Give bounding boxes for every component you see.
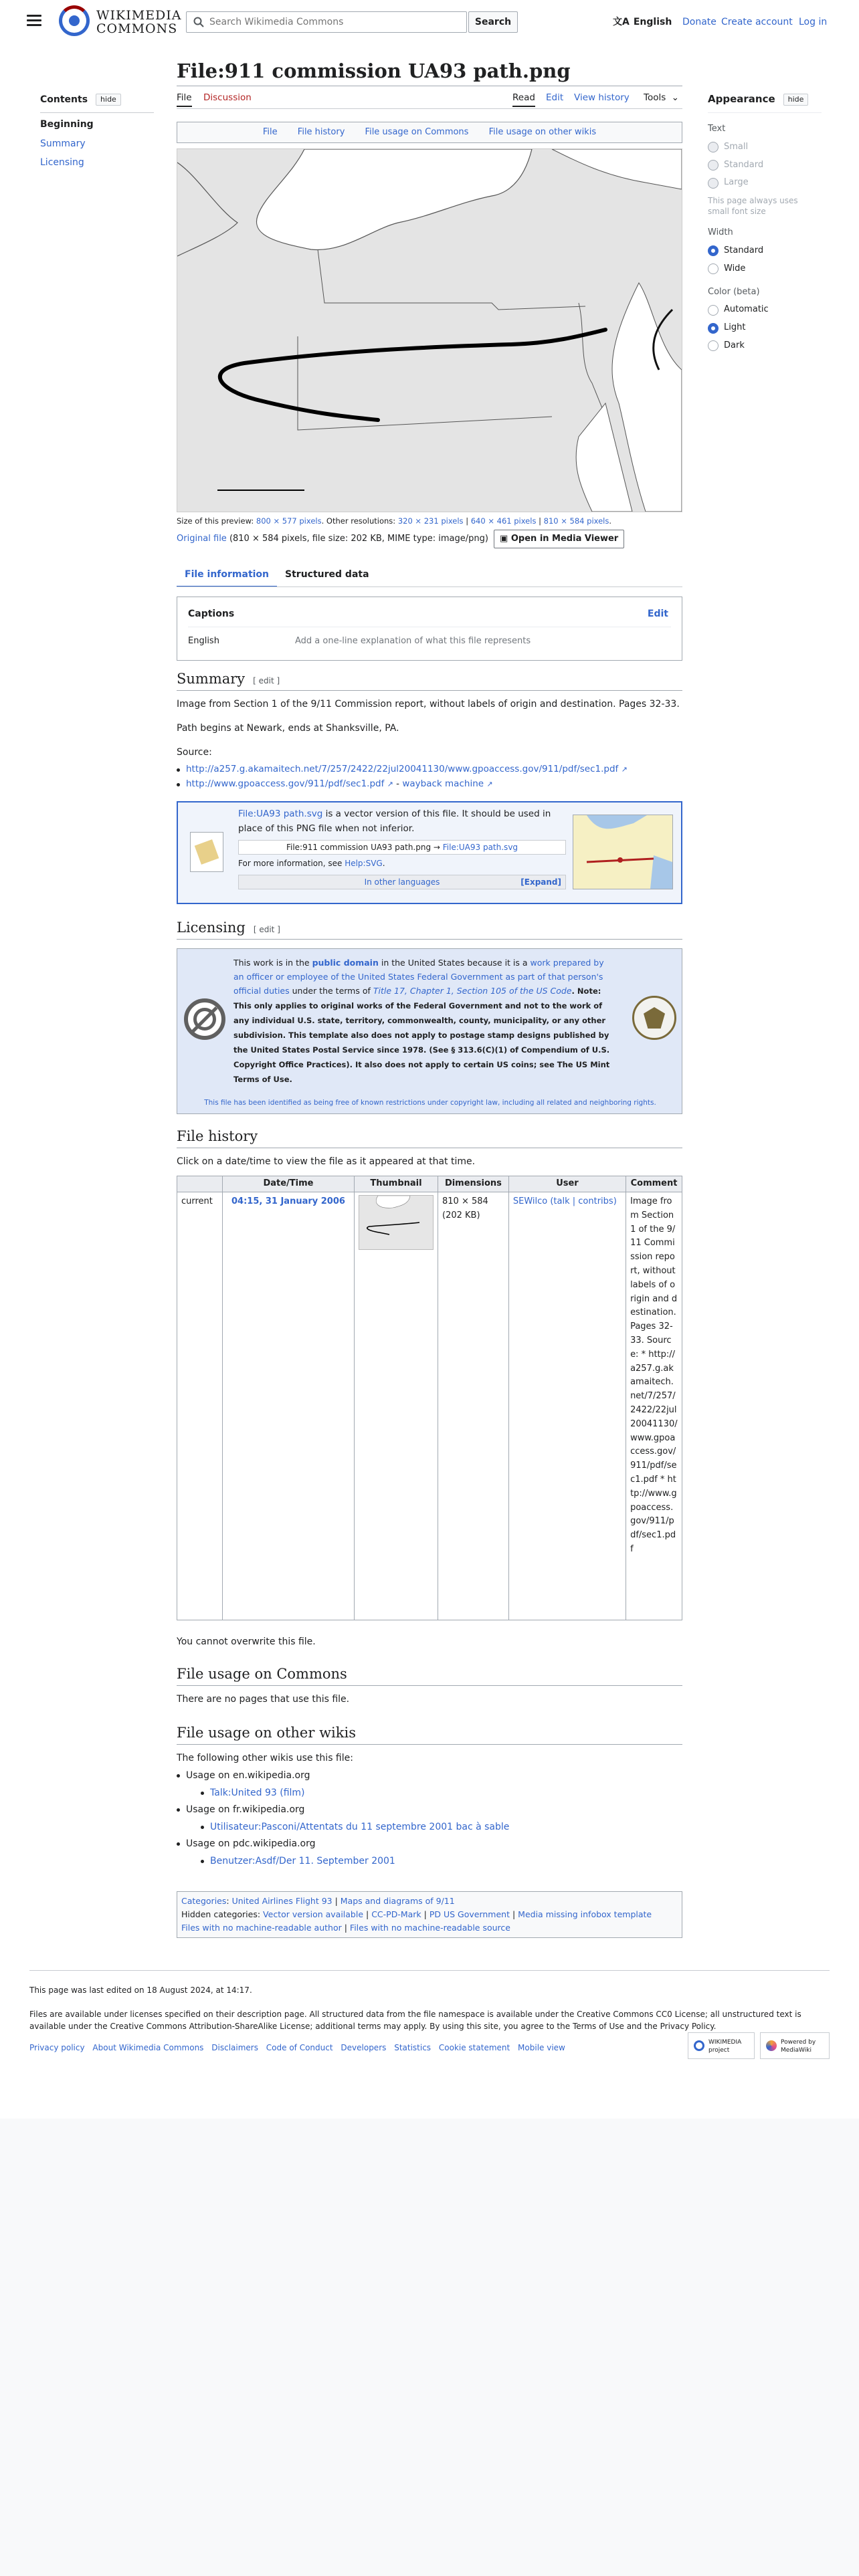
tab-structured-data[interactable]: Structured data bbox=[285, 569, 369, 580]
svg-file-link[interactable]: File:UA93 path.svg bbox=[238, 809, 323, 819]
search-input[interactable] bbox=[209, 15, 457, 29]
file-usage-other-heading: File usage on other wikis bbox=[177, 1725, 356, 1741]
search-icon bbox=[193, 17, 204, 27]
text-size-label: Text bbox=[708, 124, 726, 134]
hidden-categories-row-2: Files with no machine-readable author | Files with no machine-readable source bbox=[181, 1923, 510, 1933]
create-account-link[interactable]: Create account bbox=[721, 17, 793, 27]
width-label: Width bbox=[708, 227, 733, 238]
image-icon: ▣ bbox=[500, 534, 511, 544]
preview-resolutions: Size of this preview: 800 × 577 pixels. Other resolutions: 320 × 231 pixels | 640 × 461 pixels | 810 × 584 pixels. bbox=[177, 516, 612, 526]
file-history-table bbox=[177, 1176, 682, 1620]
tab-discussion[interactable]: Discussion bbox=[203, 92, 252, 103]
wikimedia-commons-logo[interactable] bbox=[59, 5, 90, 36]
file-history-heading: File history bbox=[177, 1128, 258, 1144]
donate-link[interactable]: Donate bbox=[682, 17, 717, 27]
summary-divider bbox=[177, 690, 682, 691]
summary-description: Image from Section 1 of the 9/11 Commission report, without labels of origin and destination. Pages 32-33. bbox=[177, 699, 680, 710]
nav-file-history[interactable]: File history bbox=[297, 127, 345, 137]
usage-page-link[interactable]: Utilisateur:Pasconi/Attentats du 11 septembre 2001 bac à sable bbox=[210, 1822, 510, 1833]
wikimedia-logo-icon bbox=[694, 2040, 704, 2051]
usage-other-divider bbox=[177, 1744, 682, 1745]
footer-link-about[interactable]: About Wikimedia Commons bbox=[92, 2043, 204, 2052]
file-usage-commons-text: There are no pages that use this file. bbox=[177, 1694, 350, 1705]
resolution-810-link[interactable]: 810 × 584 pixels bbox=[543, 516, 609, 526]
translate-icon: 文A bbox=[613, 17, 630, 27]
text-size-standard: Standard bbox=[708, 158, 822, 173]
text-size-note: This page always uses small font size bbox=[708, 196, 798, 217]
search-button[interactable]: Search bbox=[468, 11, 518, 33]
category-link[interactable]: Maps and diagrams of 9/11 bbox=[340, 1896, 455, 1906]
summary-edit-link[interactable]: [ edit ] bbox=[253, 676, 280, 685]
history-thumbnail[interactable] bbox=[359, 1195, 434, 1250]
color-label: Color (beta) bbox=[708, 286, 760, 297]
source-link-2[interactable]: http://www.gpoaccess.gov/911/pdf/sec1.pdf bbox=[186, 778, 385, 789]
wordmark-line2: COMMONS bbox=[96, 21, 178, 36]
other-wiki-usage-list bbox=[177, 1768, 682, 1868]
federal-work-link[interactable]: work prepared by an officer or employee of the United States Federal Government as part of that person's official duties bbox=[233, 958, 604, 996]
usage-commons-divider bbox=[177, 1685, 682, 1686]
appearance-panel bbox=[708, 91, 822, 353]
footer-divider bbox=[29, 1970, 830, 1971]
captions-title: Captions bbox=[188, 609, 235, 619]
main-menu-icon[interactable] bbox=[27, 15, 41, 27]
color-light[interactable]: Light bbox=[708, 321, 822, 335]
toc-hide-button[interactable]: hide bbox=[96, 94, 121, 106]
tab-view-history[interactable]: View history bbox=[574, 92, 630, 103]
site-header bbox=[0, 0, 859, 45]
licensing-divider bbox=[177, 939, 682, 940]
toc-item-licensing[interactable]: Licensing bbox=[40, 157, 84, 169]
color-automatic[interactable]: Automatic bbox=[708, 303, 822, 317]
captions-panel bbox=[177, 597, 682, 661]
caption-language: English bbox=[188, 636, 219, 646]
text-size-small: Small bbox=[708, 140, 822, 154]
cell-user bbox=[508, 1192, 626, 1620]
list-item: Usage on en.wikipedia.org Talk:United 93 (film) bbox=[177, 1768, 682, 1801]
col-header-datetime: Date/Time bbox=[222, 1176, 354, 1192]
license-footnote: This file has been identified as being free of known restrictions under copyright law, including all related and neighboring rights. bbox=[204, 1099, 656, 1107]
resolution-640-link[interactable]: 640 × 461 pixels bbox=[470, 516, 537, 526]
expand-button[interactable]: [Expand] bbox=[520, 877, 561, 887]
width-standard[interactable]: Standard bbox=[708, 244, 822, 258]
original-file-line: Original file (810 × 584 pixels, file size: 202 KB, MIME type: image/png) ▣ Open in Media Viewer bbox=[177, 530, 624, 548]
help-svg-link[interactable]: Help:SVG bbox=[345, 859, 383, 868]
categories-label-link[interactable]: Categories bbox=[181, 1896, 227, 1906]
tab-edit[interactable]: Edit bbox=[546, 92, 564, 103]
login-link[interactable]: Log in bbox=[799, 17, 828, 27]
width-wide[interactable]: Wide bbox=[708, 262, 822, 276]
file-info-tabs bbox=[177, 567, 377, 587]
wikimedia-project-badge[interactable]: WIKIMEDIA project bbox=[688, 2032, 755, 2059]
search-box[interactable] bbox=[186, 11, 467, 33]
appearance-hide-button[interactable]: hide bbox=[783, 94, 809, 106]
file-preview-image[interactable] bbox=[177, 148, 682, 512]
tabs-divider bbox=[177, 108, 682, 109]
col-header-dimensions: Dimensions bbox=[438, 1176, 509, 1192]
footer-link-statistics[interactable]: Statistics bbox=[394, 2043, 432, 2052]
nav-file-usage-other[interactable]: File usage on other wikis bbox=[488, 127, 597, 137]
resolution-320-link[interactable]: 320 × 231 pixels bbox=[397, 516, 464, 526]
tab-file-information[interactable]: File information bbox=[177, 567, 277, 587]
preview-size-link[interactable]: 800 × 577 pixels bbox=[256, 516, 322, 526]
page-title: File:911 commission UA93 path.png bbox=[177, 60, 571, 82]
toc-title: Contents bbox=[40, 94, 88, 105]
user-talk-contribs[interactable]: (talk | contribs) bbox=[550, 1196, 617, 1206]
us-seal-icon bbox=[632, 996, 676, 1040]
external-link-icon: ↗ bbox=[486, 779, 493, 788]
table-of-contents bbox=[40, 92, 154, 171]
source-item bbox=[177, 762, 682, 777]
hidden-category-link[interactable]: Media missing infobox template bbox=[518, 1909, 652, 1919]
open-media-viewer-button[interactable]: ▣ Open in Media Viewer bbox=[494, 530, 624, 548]
source-list bbox=[177, 762, 682, 791]
hidden-categories-row: Hidden categories: Vector version available | CC-PD-Mark | PD US Government | Media missing infobox template bbox=[181, 1909, 652, 1919]
cell-dimensions: 810 × 584 (202 KB) bbox=[438, 1192, 509, 1620]
summary-heading: Summary [ edit ] bbox=[177, 671, 280, 687]
toc-item-beginning[interactable]: Beginning bbox=[40, 119, 94, 130]
flight-path-map bbox=[177, 149, 682, 512]
source-item: http://www.gpoaccess.gov/911/pdf/sec1.pdf ↗ - wayback machine ↗ bbox=[177, 777, 682, 792]
footer-link-cookie[interactable]: Cookie statement bbox=[438, 2043, 510, 2052]
svg-file-link-2[interactable]: File:UA93 path.svg bbox=[442, 843, 518, 852]
footer-link-code-of-conduct[interactable]: Code of Conduct bbox=[266, 2043, 333, 2052]
col-header-user: User bbox=[508, 1176, 626, 1192]
col-header-thumbnail: Thumbnail bbox=[355, 1176, 438, 1192]
external-link-icon: ↗ bbox=[621, 765, 628, 774]
notice-row-help: For more information, see Help:SVG. bbox=[238, 859, 385, 868]
file-usage-commons-heading: File usage on Commons bbox=[177, 1666, 347, 1682]
title17-link[interactable]: Title 17, Chapter 1, Section 105 of the US Code bbox=[373, 986, 572, 996]
footer-link-mobile-view[interactable]: Mobile view bbox=[518, 2043, 565, 2052]
file-usage-other-intro: The following other wikis use this file: bbox=[177, 1753, 353, 1763]
page-footer bbox=[29, 1984, 830, 2054]
cannot-overwrite-note: You cannot overwrite this file. bbox=[177, 1636, 316, 1647]
nav-file-usage-commons[interactable]: File usage on Commons bbox=[365, 127, 469, 137]
tab-file[interactable]: File bbox=[177, 91, 192, 106]
original-file-link[interactable]: Original file bbox=[177, 534, 227, 544]
cell-datetime[interactable]: 04:15, 31 January 2006 bbox=[222, 1192, 354, 1620]
appearance-title: Appearance bbox=[708, 93, 775, 105]
mediawiki-badge[interactable]: Powered by MediaWiki bbox=[760, 2032, 830, 2059]
mediawiki-logo-icon bbox=[766, 2040, 777, 2051]
hidden-category-link[interactable]: PD US Government bbox=[429, 1909, 510, 1919]
categories-box bbox=[177, 1891, 682, 1938]
language-label: English bbox=[633, 17, 672, 27]
cell-thumbnail[interactable] bbox=[355, 1192, 438, 1620]
public-domain-link[interactable]: public domain bbox=[312, 958, 379, 968]
tools-menu[interactable]: Tools ⌄ bbox=[644, 92, 679, 103]
category-link[interactable]: United Airlines Flight 93 bbox=[231, 1896, 332, 1906]
text-size-large: Large bbox=[708, 176, 822, 190]
wayback-link[interactable]: wayback machine bbox=[402, 778, 484, 789]
user-link[interactable]: SEWilco bbox=[512, 1196, 548, 1206]
license-text: This work is in the public domain in the United States because it is a work prepared by an officer or employee of the United States Federal Government as part of that person's official duties under the terms of Title 17, Chapter 1, Section 105 of the US Code. Note: This only applies to original works of the Federal Government and not to the work of any individual U.S. state, territory, commonwealth, county, municipality, or any other subdivision. This template also does not apply to postage stamp designs published by the United States Postal Service since 1978. (See § 313.6(C)(1) of Compendium of U.S. Copyright Office Practices). It also does not apply to certain US coins; see The US Mint Terms of Use. bbox=[233, 958, 610, 1084]
source-link-1[interactable]: http://a257.g.akamaitech.net/7/257/2422/22jul20041130/www.gpoaccess.gov/911/pdf/sec1.pdf bbox=[186, 764, 619, 774]
last-edited: This page was last edited on 18 August 2024, at 14:17. bbox=[29, 1985, 252, 1995]
categories-row: Categories: United Airlines Flight 93 | Maps and diagrams of 9/11 bbox=[181, 1896, 455, 1906]
licensing-heading: Licensing [ edit ] bbox=[177, 920, 280, 936]
footer-link-developers[interactable]: Developers bbox=[341, 2043, 387, 2052]
wordmark-line1: WIKIMEDIA bbox=[96, 8, 182, 23]
svg-thumbnail[interactable] bbox=[573, 815, 673, 889]
hidden-category-link[interactable]: CC-PD-Mark bbox=[371, 1909, 421, 1919]
cell-comment: Image from Section 1 of the 9/11 Commission report, without labels of origin and destination. Pages 32-33. Source: * http://a257.g.akamaitech.net/7/257/2422/22jul20041130/www.gpoaccess.gov/911/pdf/sec1.pdf * http://www.gpoaccess.gov/911/pdf/sec1.pdf bbox=[626, 1192, 682, 1620]
file-tabs-divider bbox=[177, 586, 682, 587]
list-item: Usage on pdc.wikipedia.org Benutzer:Asdf/Der 11. September 2001 bbox=[177, 1836, 682, 1869]
document-icon bbox=[190, 832, 223, 872]
nav-file[interactable]: File bbox=[262, 127, 278, 137]
public-domain-license-box bbox=[177, 948, 682, 1114]
toc-item-summary[interactable]: Summary bbox=[40, 138, 86, 149]
file-history-intro: Click on a date/time to view the file as it appeared at that time. bbox=[177, 1156, 476, 1167]
notice-row-file: File:911 commission UA93 path.png → File:UA93 path.svg bbox=[238, 840, 566, 855]
table-header-row bbox=[177, 1176, 682, 1192]
footer-link-disclaimers[interactable]: Disclaimers bbox=[211, 2043, 258, 2052]
notice-text: File:UA93 path.svg is a vector version of this file. It should be used in place of this PNG file when not inferior. bbox=[238, 809, 551, 834]
footer-link-privacy[interactable]: Privacy policy bbox=[29, 2043, 85, 2052]
captions-edit-button[interactable]: Edit bbox=[647, 609, 668, 619]
tab-read[interactable]: Read bbox=[512, 91, 535, 106]
chevron-down-icon: ⌄ bbox=[671, 92, 679, 103]
external-link-icon: ↗ bbox=[387, 779, 393, 788]
color-dark[interactable]: Dark bbox=[708, 339, 822, 353]
site-wordmark[interactable] bbox=[96, 9, 182, 35]
vector-version-notice bbox=[177, 801, 682, 904]
hidden-category-link[interactable]: Files with no machine-readable author bbox=[181, 1923, 342, 1933]
file-section-nav bbox=[177, 122, 682, 143]
public-domain-icon bbox=[184, 998, 225, 1040]
summary-path: Path begins at Newark, ends at Shanksville, PA. bbox=[177, 723, 399, 734]
language-selector[interactable] bbox=[613, 15, 672, 29]
list-item: Usage on fr.wikipedia.org Utilisateur:Pasconi/Attentats du 11 septembre 2001 bac à sable bbox=[177, 1802, 682, 1835]
table-row bbox=[177, 1192, 682, 1620]
caption-placeholder[interactable]: Add a one-line explanation of what this file represents bbox=[295, 636, 531, 646]
hidden-category-link[interactable]: Files with no machine-readable source bbox=[349, 1923, 510, 1933]
cell-current: current bbox=[177, 1192, 223, 1620]
summary-source-label: Source: bbox=[177, 747, 212, 758]
license-footer-text: Files are available under licenses specified on their description page. All structured data from the file namespace is available under the Creative Commons CC0 License; all unstructured text is available under the Creative Commons Attribution-ShareAlike License; additional terms may apply. By using this site, you agree to the Terms of Use and the Privacy Policy. bbox=[29, 2010, 801, 2031]
col-header-blank bbox=[177, 1176, 223, 1192]
usage-page-link[interactable]: Benutzer:Asdf/Der 11. September 2001 bbox=[210, 1855, 395, 1866]
usage-page-link[interactable]: Talk:United 93 (film) bbox=[210, 1788, 305, 1799]
hidden-category-link[interactable]: Vector version available bbox=[263, 1909, 364, 1919]
licensing-edit-link[interactable]: [ edit ] bbox=[253, 925, 280, 934]
notice-row-languages: In other languages [Expand] bbox=[238, 875, 566, 889]
col-header-comment: Comment bbox=[626, 1176, 682, 1192]
